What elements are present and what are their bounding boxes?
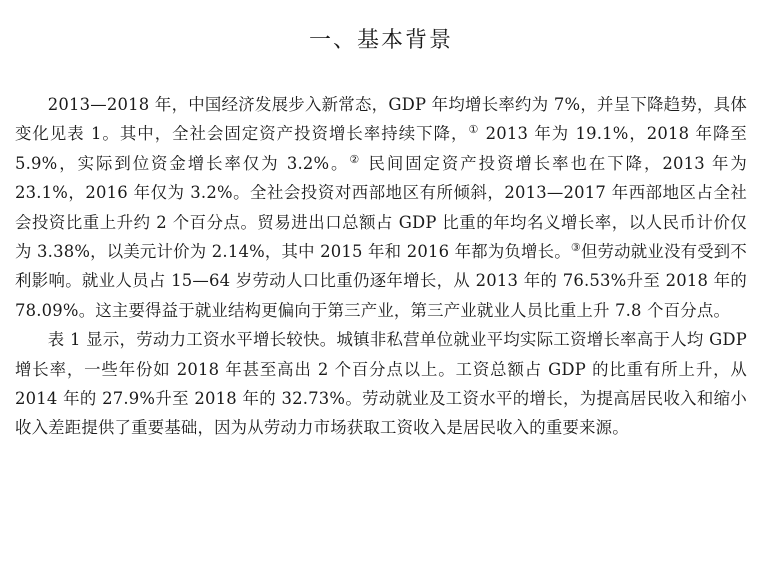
paragraph-text: 民间固定资产投资增长率也在下降，2013 年为 23.1%，2016 年仅为 3.2%。全社会投资对西部地区有所倾斜，2013—2017 年西部地区占全社会投资比重上升约 2 个百分点。贸易进出口总额占 GDP 比重的年均名义增长率，以人民币计价仅为 3.38%，以美元计价为 2.14%，其中 2015 年和 2016 年都为负增长。 bbox=[15, 153, 747, 262]
paragraph-economic-background bbox=[15, 90, 747, 325]
paragraph-text: 2013 年为 19.1%，2018 年降至 5.9%，实际到位资金增长率仅为 3.2%。 bbox=[15, 124, 748, 173]
body-text bbox=[15, 90, 747, 443]
footnote-marker-2[interactable]: ② bbox=[349, 152, 362, 166]
footnote-marker-1[interactable]: ① bbox=[468, 123, 480, 137]
section-heading: 一、基本背景 bbox=[308, 28, 453, 53]
paragraph-wage-growth bbox=[15, 325, 747, 443]
paragraph-text: 表 1 显示，劳动力工资水平增长较快。城镇非私营单位就业平均实际工资增长率高于人均 GDP 增长率，一些年份如 2018 年甚至高出 2 个百分点以上。工资总额占 GDP 的比重有所上升，从 2014 年的 27.9%升至 2018 年的 32.73%。劳动就业及工资水平的增长，为提高居民收入和缩小收入差距提供了重要基础，因为从劳动力市场获取工资收入是居民收入的重要来源。 bbox=[15, 330, 747, 438]
paragraph-text: 但劳动就业没有受到不利影响。就业人员占 15—64 岁劳动人口比重仍逐年增长，从 2013 年的 76.53%升至 2018 年的 78.09%。这主要得益于就业结构更偏向于第三产业，第三产业就业人员比重上升 7.8 个百分点。 bbox=[15, 242, 747, 320]
paragraph-text: 2013—2018 年，中国经济发展步入新常态，GDP 年均增长率约为 7%，并呈下降趋势，具体变化见表 1。其中，全社会固定资产投资增长率持续下降， bbox=[15, 95, 747, 144]
footnote-marker-3[interactable]: ③ bbox=[570, 241, 581, 255]
